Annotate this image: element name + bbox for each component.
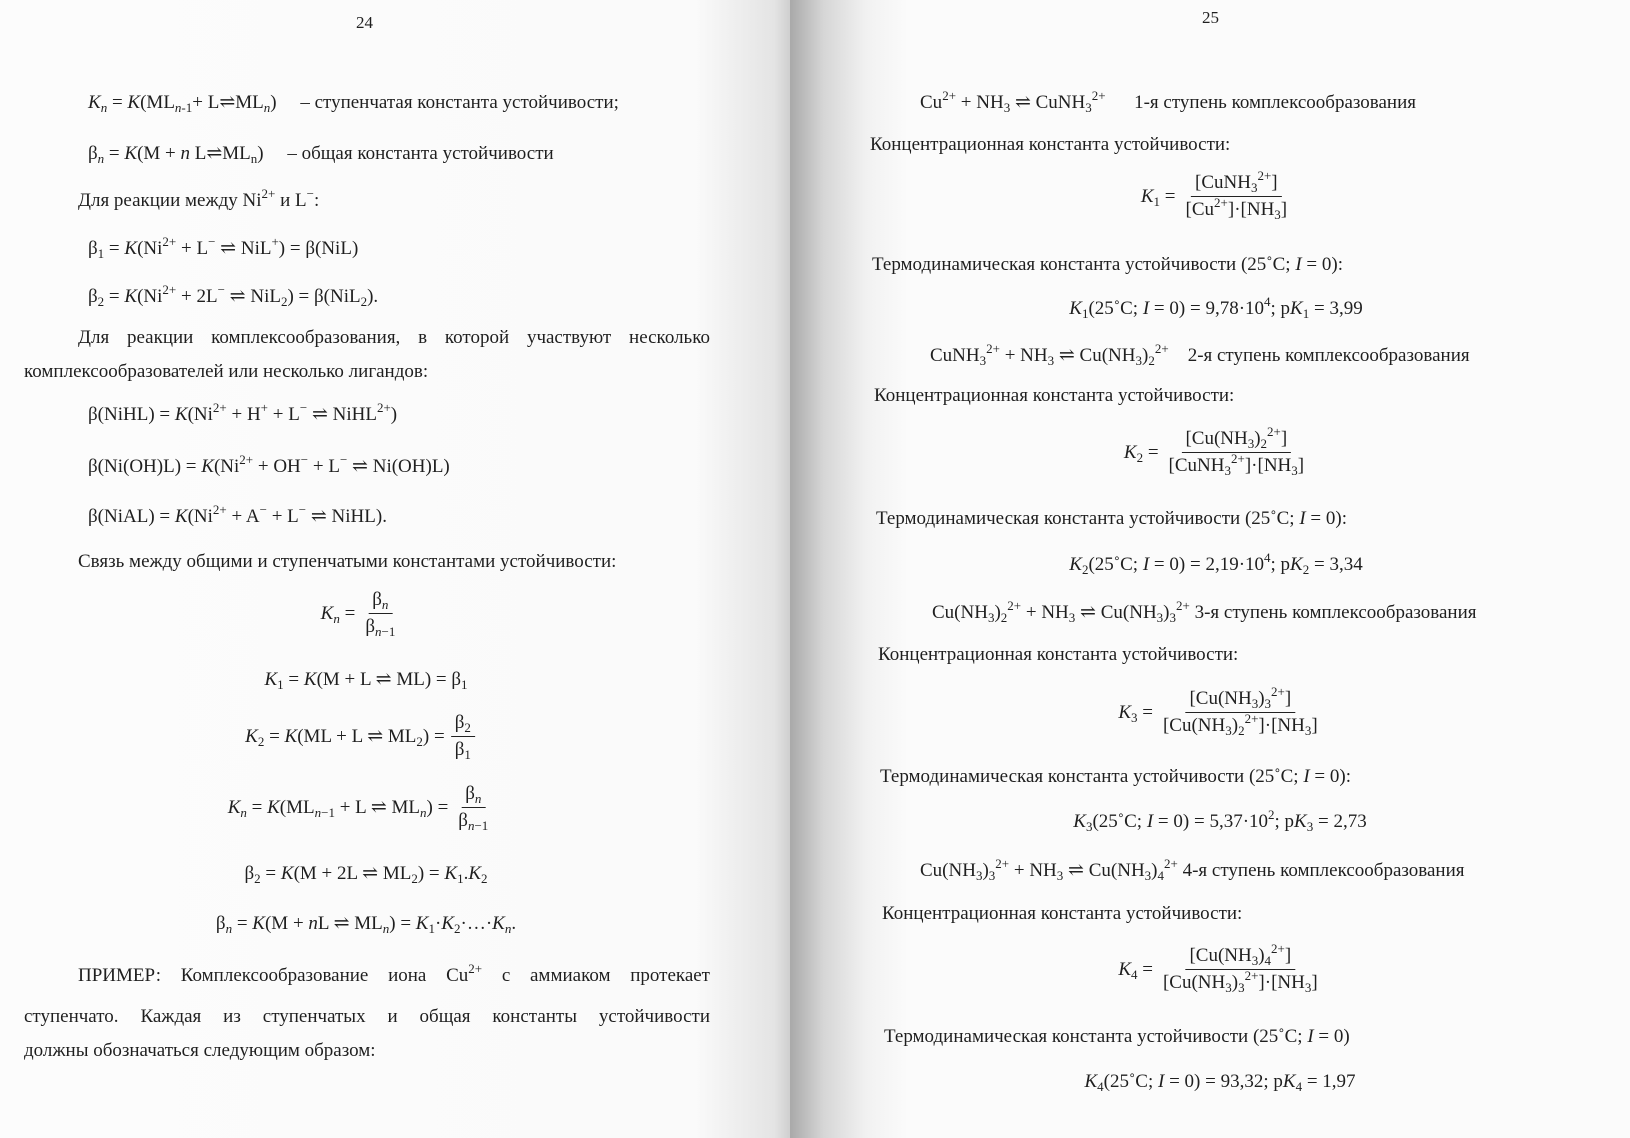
ni-intro: Для реакции между $Ni^{2+}$ и L−: — [78, 186, 320, 211]
k2-relation: $K_2 = K(ML + L$ ⇌ $ML_2$) = $\frac{\beta_2}{\beta_1}$ — [245, 712, 475, 761]
k2-fraction: $K_2$ = $\frac{[Cu(NH_3)_2^{2+}]}{[CuNH_3^{2+}]\cdot[NH_3]}$ — [1123, 424, 1305, 478]
beta2-product: $\beta_2 = K(M + 2L$ ⇌ $ML_2) = K_1.K_2$ — [244, 863, 488, 886]
example-text-3: должны обозначаться следующим образом: — [24, 1040, 376, 1061]
beta-nioh-equation: $\beta(Ni(OH)L) = K(Ni^{2+} + OH^- + L^-$ ⇌ Ni(OH)L) — [88, 452, 450, 477]
right-page — [790, 0, 1630, 1138]
relation-text: Связь между общими и ступенчатыми константами устойчивости: — [78, 551, 617, 572]
step3-thermo-value: $K_3(25˚C$; $I = 0) = 5,37\cdot 10^2$; $pK_3 = 2,73$ — [1073, 807, 1367, 834]
step3-conc-label: Концентрационная константа устойчивости: — [878, 644, 1239, 665]
step1-thermo-value: $K_1(25˚C$; $I = 0) = 9,78\cdot 10^4$; $pK_1 = 3,99$ — [1069, 294, 1363, 321]
step4-thermo-label: Термодинамическая константа устойчивости (25˚C; I = 0) — [884, 1026, 1350, 1047]
bn-definition: $\beta_n = K(M + n$ $L\rightleftharpoons ML_n$) – общая константа устойчивости — [88, 143, 554, 166]
step4-reaction: $Cu(NH_3)_3^{2+} + NH_3$ ⇌ $Cu(NH_3)_4^{2+}$ 4-я ступень комплексообразования — [920, 856, 1465, 883]
beta2-equation: $\beta_2 = K(Ni^{2+} + 2L^-$ ⇌ NiL$_2$) = β(NiL$_2$). — [88, 282, 379, 309]
beta-nial-equation: β(NiAL) = $K(Ni^{2+} + A^- + L^-$ ⇌ NiHL). — [88, 502, 387, 527]
step1-conc-label: Концентрационная константа устойчивости: — [870, 134, 1231, 155]
page-number-right: 25 — [1202, 8, 1219, 27]
left-page — [0, 0, 790, 1138]
step3-reaction: $Cu(NH_3)_2^{2+} + NH_3$ ⇌ $Cu(NH_3)_3^{2+}$ 3-я ступень комплексообразования — [932, 598, 1477, 625]
step2-thermo-value: $K_2(25˚C$; $I = 0) = 2,19\cdot 10^4$; $pK_2 = 3,34$ — [1069, 550, 1363, 577]
step4-conc-label: Концентрационная константа устойчивости: — [882, 903, 1243, 924]
beta-nihl-equation: β(NiHL) = $K(Ni^{2+} + H^+ + L^-$ ⇌ NiHL$^{2+}$) — [88, 400, 398, 425]
k1-fraction: $K_1$ = $\frac{[CuNH_3^{2+}]}{[Cu^{2+}]\cdot[NH_3]}$ — [1140, 168, 1288, 222]
multi-ligand-text-2: комплексообразователей или несколько лигандов: — [24, 361, 429, 382]
k3-fraction: $K_3$ = $\frac{[Cu(NH_3)_3^{2+}]}{[Cu(NH_3)_2^{2+}]\cdot[NH_3]}$ — [1118, 684, 1318, 738]
kn-fraction: $K_n$ = $\frac{\beta_n}{\beta_{n-1}}$ — [320, 589, 396, 639]
multi-ligand-text-1: Для реакции комплексообразования, в которой участвуют несколько — [78, 327, 710, 348]
step2-reaction: CuNH$_3^{2+}$ + $NH_3$ ⇌ $Cu(NH_3)_2^{2+}$ 2-я ступень комплексообразования — [930, 341, 1470, 368]
kn-relation: $K_n = K(ML_{n-1} + L$ ⇌ $ML_n$) = $\frac{\beta_n}{\beta_{n-1}}$ — [227, 783, 489, 833]
step2-thermo-label: Термодинамическая константа устойчивости (25˚C; I = 0): — [876, 508, 1347, 529]
step4-thermo-value: $K_4(25˚C$; I = 0) = 93,32; $pK_4 = 1,97$ — [1084, 1071, 1356, 1094]
page-number-left: 24 — [356, 13, 373, 32]
betan-product: $\beta_n = K(M$ + nL ⇌ $ML_n$) = $K_1\cdot K_2\cdot\dots\cdot K_n$. — [215, 913, 517, 936]
beta1-equation: $\beta_1 = K(Ni^{2+} + L^-$ ⇌ NiL+) = β(NiL) — [88, 234, 359, 261]
step1-thermo-label: Термодинамическая константа устойчивости (25˚C; I = 0): — [872, 254, 1343, 275]
kn-definition: $K_n = K(ML_{n-1}+$ $L\rightleftharpoons ML_n$) – ступенчатая константа устойчивости; — [88, 92, 619, 115]
k1-relation: $K_1 = K(M + L$ ⇌ $ML) = \beta_1$ — [264, 669, 468, 692]
example-text-1: ПРИМЕР: Комплексообразование иона $Cu^{2+}$ с аммиаком протекает — [78, 961, 710, 986]
k4-fraction: $K_4$ = $\frac{[Cu(NH_3)_4^{2+}]}{[Cu(NH_3)_3^{2+}]\cdot[NH_3]}$ — [1118, 941, 1318, 995]
step2-conc-label: Концентрационная константа устойчивости: — [874, 385, 1235, 406]
step3-thermo-label: Термодинамическая константа устойчивости (25˚C; I = 0): — [880, 766, 1351, 787]
example-text-2: ступенчато. Каждая из ступенчатых и общая константы устойчивости — [24, 1006, 710, 1027]
step1-reaction: $Cu^{2+} + NH_3$ ⇌ CuNH$_3^{2+}$ 1-я ступень комплексообразования — [920, 88, 1417, 115]
